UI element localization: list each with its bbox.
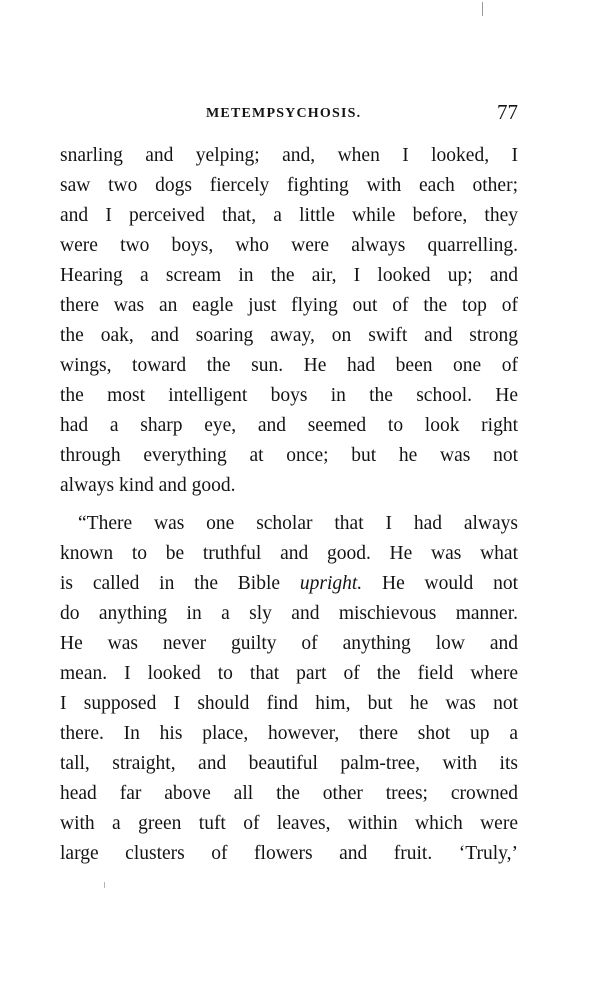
italic-word: upright. <box>299 573 363 594</box>
running-head-title: METEMPSYCHOSIS. <box>206 106 362 121</box>
text-line: snarling and yelping; and, when I looked, I <box>60 145 518 166</box>
text-line: wings, toward the sun. He had been one of <box>60 355 518 376</box>
paragraph-gap <box>60 501 518 509</box>
text-line: through everything at once; but he was not <box>60 445 518 466</box>
text-line: the oak, and soaring away, on swift and strong <box>60 325 518 346</box>
page-number: 77 <box>497 100 518 124</box>
text-line: known to be truthful and good. He was what <box>60 543 518 564</box>
text-line-with-italic <box>60 569 518 599</box>
text-line: had a sharp eye, and seemed to look right <box>60 415 518 436</box>
text-line: Hearing a scream in the air, I looked up; and <box>60 265 518 286</box>
text-line: “There was one scholar that I had always <box>78 513 518 534</box>
text-segment: He would not <box>362 573 519 594</box>
text-line: always kind and good. <box>60 475 236 496</box>
running-head <box>60 100 518 126</box>
text-line: do anything in a sly and mischievous manner. <box>60 603 518 624</box>
body-text <box>60 141 518 869</box>
text-line: were two boys, who were always quarrelling. <box>60 235 518 256</box>
text-line: and I perceived that, a little while before, they <box>60 205 518 226</box>
text-line: with a green tuft of leaves, within which were <box>60 813 518 834</box>
text-line: there. In his place, however, there shot up a <box>60 723 518 744</box>
text-line: saw two dogs fiercely fighting with each other; <box>60 175 518 196</box>
text-line: tall, straight, and beautiful palm-tree, with its <box>60 753 518 774</box>
text-line: He was never guilty of anything low and <box>60 633 518 654</box>
text-line: there was an eagle just flying out of the top of <box>60 295 518 316</box>
stray-pen-mark <box>482 2 483 16</box>
text-line: mean. I looked to that part of the field where <box>60 663 518 684</box>
text-line: the most intelligent boys in the school. He <box>60 385 518 406</box>
paragraph-2 <box>60 509 518 869</box>
text-segment: is called in the Bible <box>60 573 300 594</box>
text-line: head far above all the other trees; crowned <box>60 783 518 804</box>
stray-ink-speck <box>104 882 105 888</box>
text-line: I supposed I should find him, but he was not <box>60 693 518 714</box>
text-line: large clusters of flowers and fruit. ‘Truly,’ <box>60 843 518 864</box>
paragraph-1 <box>60 141 518 501</box>
